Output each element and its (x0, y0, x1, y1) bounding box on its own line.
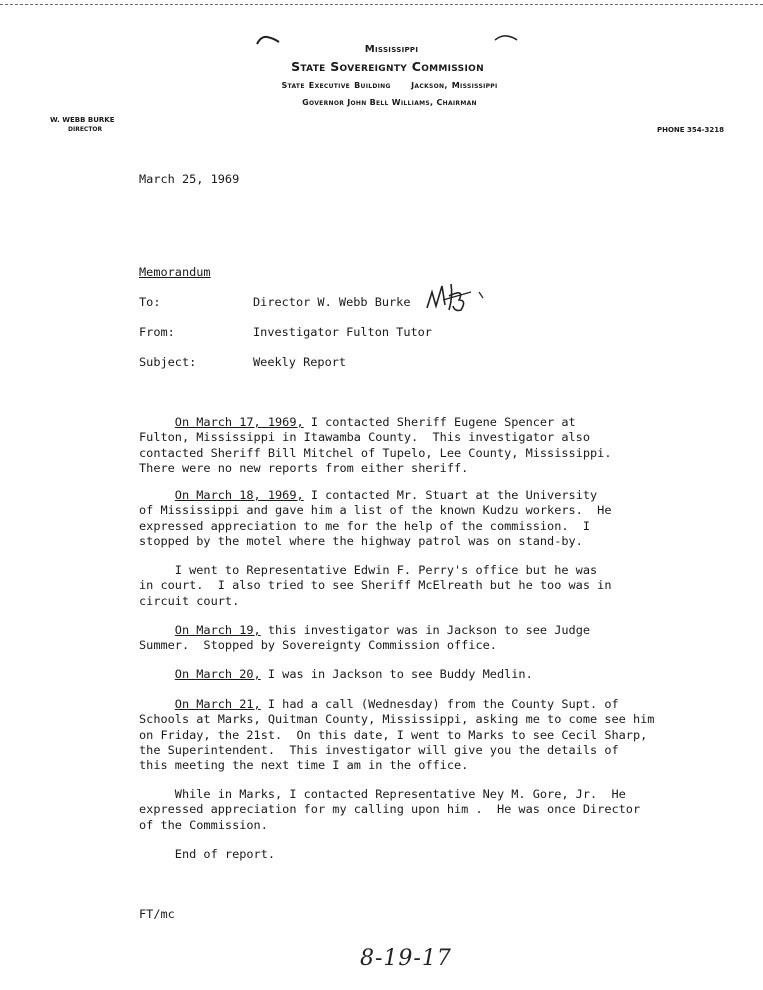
typist-initials: FT/mc (139, 907, 175, 921)
paragraph-6 (139, 697, 654, 773)
memo-subject-row (139, 355, 346, 370)
p7-line-2: expressed appreciation for my calling upon him . He was once Director (139, 802, 641, 817)
p4-line-1: this investigator was in Jackson to see Judge (260, 623, 591, 637)
p3-line-2: in court. I also tried to see Sheriff McElreath but he too was in (139, 578, 612, 593)
letterhead-commission: State Sovereignty Commission (291, 59, 484, 74)
p6-line-4: the Superintendent. This investigator will give you the details of (139, 742, 619, 757)
top-border-line (0, 4, 763, 5)
director-name: W. WEBB BURKE (50, 116, 115, 124)
paragraph-3 (139, 563, 611, 609)
p3-line-3: circuit court. (139, 593, 240, 608)
letterhead-city: Jackson, Mississippi (411, 81, 498, 90)
p3-line-1: I went to Representative Edwin F. Perry's office but he was (139, 563, 598, 577)
p6-line-2: Schools at Marks, Quitman County, Mississippi, asking me to come see him (139, 712, 655, 727)
p2-date: On March 18, 1969, (174, 488, 304, 502)
p2-line-1: I contacted Mr. Stuart at the University (303, 488, 598, 502)
letterhead-state: Mississippi (364, 44, 419, 55)
p5-date: On March 20, (174, 667, 261, 681)
to-label: To: (139, 295, 161, 309)
p2-line-3: expressed appreciation to me for the help of the commission. I (139, 518, 591, 533)
memo-date: March 25, 1969 (139, 172, 240, 186)
p1-line-4: There were no new reports from either sheriff. (139, 460, 469, 475)
p5-line-1: I was in Jackson to see Buddy Medlin. (260, 667, 533, 681)
p6-line-3: on Friday, the 21st. On this date, I went to Marks to see Cecil Sharp, (139, 727, 648, 742)
to-value: Director W. Webb Burke (253, 295, 411, 309)
paragraph-5 (139, 667, 533, 682)
p4-date: On March 19, (174, 623, 261, 637)
letterhead-address (8, 81, 763, 90)
memo-from-row (139, 325, 432, 340)
memo-heading: Memorandum (139, 265, 211, 279)
p8-line-1: End of report. (139, 847, 276, 861)
p1-line-3: contacted Sheriff Bill Mitchel of Tupelo, Lee County, Mississippi. (139, 445, 612, 460)
p6-line-1: I had a call (Wednesday) from the County Supt. of (260, 697, 619, 711)
p7-line-3: of the Commission. (139, 817, 268, 832)
p2-line-2: of Mississippi and gave him a list of the known Kudzu workers. He (139, 503, 612, 518)
p7-line-1: While in Marks, I contacted Representative Ney M. Gore, Jr. He (139, 787, 626, 801)
p6-date: On March 21, (174, 697, 261, 711)
from-value: Investigator Fulton Tutor (253, 325, 432, 339)
p6-line-5: this meeting the next time I am in the office. (139, 758, 469, 773)
p4-line-2: Summer. Stopped by Sovereignty Commission office. (139, 638, 497, 653)
paragraph-8 (139, 847, 275, 862)
handwritten-initials-signature (423, 278, 493, 318)
handwritten-document-number: 8-19-17 (360, 946, 452, 971)
phone-number: PHONE 354-3218 (656, 126, 724, 134)
director-block (50, 115, 114, 135)
memo-to-row (139, 295, 411, 310)
p2-line-4: stopped by the motel where the highway patrol was on stand-by. (139, 533, 583, 548)
p1-date: On March 17, 1969, (174, 415, 304, 429)
memo-body (139, 172, 699, 921)
paragraph-2 (139, 488, 611, 549)
p1-line-1: I contacted Sheriff Eugene Spencer at (303, 415, 576, 429)
from-label: From: (139, 325, 175, 339)
paragraph-7 (139, 787, 640, 833)
paragraph-4 (139, 623, 590, 654)
letterhead-governor: Governor John Bell Williams, Chairman (302, 98, 477, 107)
letterhead-building: State Executive Building (281, 81, 391, 90)
director-title: DIRECTOR (68, 126, 103, 133)
paragraph-1 (139, 415, 611, 476)
subject-value: Weekly Report (253, 355, 347, 369)
subject-label: Subject: (139, 355, 197, 369)
p1-line-2: Fulton, Mississippi in Itawamba County. This investigator also (139, 430, 591, 445)
